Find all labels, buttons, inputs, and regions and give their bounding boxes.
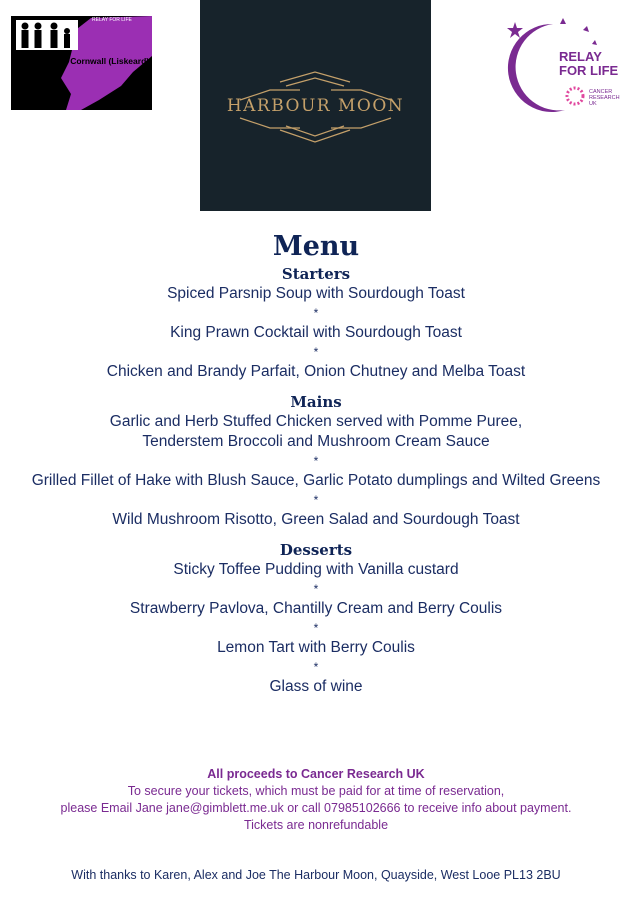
mains-heading: Mains: [290, 393, 342, 411]
separator: *: [313, 660, 319, 674]
harbour-moon-name: HARBOUR MOON: [226, 96, 405, 116]
relay-cornwall-logo: [11, 16, 152, 110]
booking-line2: please Email Jane jane@gimblett.me.uk or call 07985102666 to receive info about payment.: [60, 801, 572, 815]
starters-heading: Starters: [281, 265, 351, 283]
booking-line1: To secure your tickets, which must be paid for at time of reservation,: [127, 784, 505, 798]
dessert-item: Lemon Tart with Berry Coulis: [217, 639, 415, 656]
cancer-research-wordmark: [589, 89, 620, 107]
harbour-moon-logo: [200, 0, 431, 211]
separator: *: [313, 582, 319, 596]
booking-info: [0, 766, 632, 834]
main-item: Tenderstem Broccoli and Mushroom Cream Sauce: [142, 433, 490, 450]
menu-title: Menu: [272, 231, 360, 262]
thanks-line: With thanks to Karen, Alex and Joe The Harbour Moon, Quayside, West Looe PL13 2BU: [71, 868, 561, 882]
starter-item: Chicken and Brandy Parfait, Onion Chutney and Melba Toast: [106, 363, 526, 380]
menu-body: [0, 229, 632, 697]
starter-item: Spiced Parsnip Soup with Sourdough Toast: [167, 285, 465, 302]
separator: *: [313, 454, 319, 468]
relay-line1: RELAY: [559, 49, 602, 64]
relay-line2: FOR LIFE: [559, 63, 619, 78]
relay-for-life-logo: [505, 14, 625, 114]
dessert-item: Glass of wine: [269, 678, 363, 695]
desserts-heading: Desserts: [279, 541, 353, 559]
relay-wordmark: [559, 50, 618, 78]
dessert-item: Strawberry Pavlova, Chantilly Cream and Berry Coulis: [129, 600, 503, 617]
cru-line3: UK: [589, 101, 597, 107]
logo-caption: Relay for Life Cornwall (Liskeard): [14, 56, 150, 66]
cru-line1: CANCER: [589, 89, 613, 95]
proceeds-note: All proceeds to Cancer Research UK: [207, 767, 425, 781]
main-item: Grilled Fillet of Hake with Blush Sauce, Garlic Potato dumplings and Wilted Greens: [31, 472, 601, 489]
family-icon: [16, 20, 78, 50]
dessert-item: Sticky Toffee Pudding with Vanilla custard: [173, 561, 459, 578]
booking-line3: Tickets are nonrefundable: [243, 818, 389, 832]
cru-line2: RESEARCH: [589, 95, 620, 101]
separator: *: [313, 306, 319, 320]
separator: *: [313, 621, 319, 635]
main-item: Wild Mushroom Risotto, Green Salad and Sourdough Toast: [112, 511, 520, 528]
separator: *: [313, 345, 319, 359]
starter-item: King Prawn Cocktail with Sourdough Toast: [170, 324, 462, 341]
main-item: Garlic and Herb Stuffed Chicken served with Pomme Puree,: [109, 413, 523, 430]
separator: *: [313, 493, 319, 507]
mini-relay-text: RELAY FOR LIFE: [92, 17, 132, 23]
